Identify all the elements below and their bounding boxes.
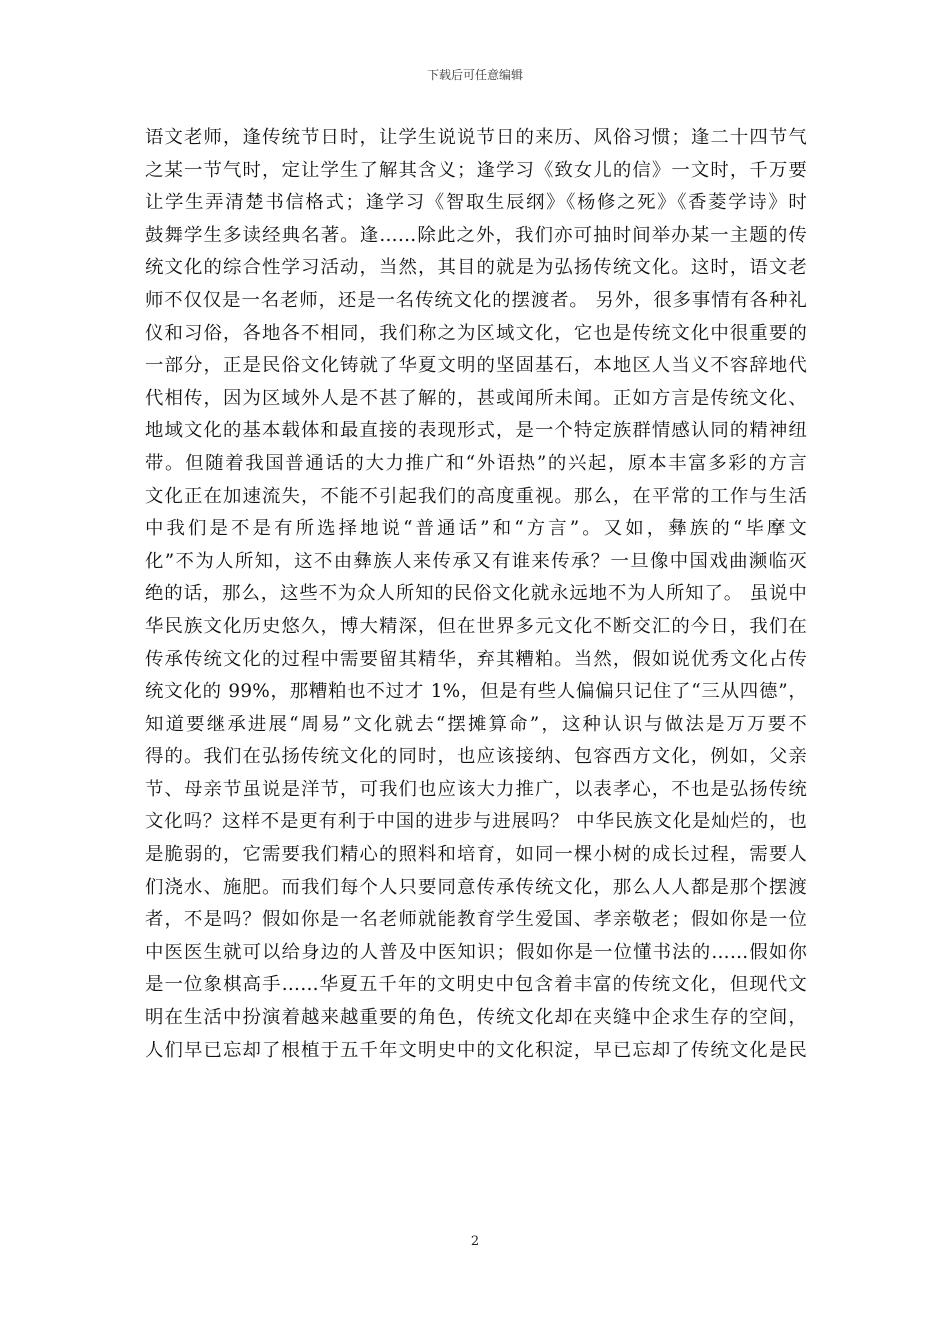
body-text: [145, 122, 807, 1067]
text-line: 让学生弄清楚书信格式；逢学习《智取生辰纲》《杨修之死》《香菱学诗》时: [145, 192, 807, 214]
text-line: 化”不为人所知，这不由彝族人来传承又有谁来传承？一旦像中国戏曲濒临灭: [145, 550, 807, 572]
text-line: 师不仅仅是一名老师，还是一名传统文化的摆渡者。 另外，很多事情有各种礼: [145, 289, 807, 311]
page-number: 2: [470, 1234, 480, 1249]
text-line: 一部分，正是民俗文化铸就了华夏文明的坚固基石，本地区人当义不容辞地代: [145, 355, 807, 377]
text-line: 传承传统文化的过程中需要留其精华，弃其糟粕。当然，假如说优秀文化占传: [145, 648, 807, 670]
text-line: 统文化的综合性学习活动，当然，其目的就是为弘扬传统文化。这时，语文老: [145, 257, 807, 279]
text-line: 文化吗？这样不是更有利于中国的进步与进展吗？ 中华民族文化是灿烂的，也: [145, 811, 807, 833]
text-line: 仪和习俗，各地各不相同，我们称之为区域文化，它也是传统文化中很重要的: [145, 322, 807, 344]
text-line: 中我们是不是有所选择地说“普通话”和“方言”。又如，彝族的“毕摩文: [145, 518, 807, 540]
text-line: 鼓舞学生多读经典名著。逢……除此之外，我们亦可抽时间举办某一主题的传: [145, 224, 807, 246]
text-line: 绝的话，那么，这些不为众人所知的民俗文化就永远地不为人所知了。 虽说中: [145, 583, 807, 605]
text-line: 中医医生就可以给身边的人普及中医知识；假如你是一位懂书法的……假如你: [145, 941, 807, 963]
text-line: 之某一节气时，定让学生了解其含义；逢学习《致女儿的信》一文时，千万要: [145, 159, 807, 181]
text-line: 得的。我们在弘扬传统文化的同时，也应该接纳、包容西方文化，例如，父亲: [145, 746, 807, 768]
text-line: 节、母亲节虽说是洋节，可我们也应该大力推广，以表孝心，不也是弘扬传统: [145, 778, 807, 800]
text-line: 文化正在加速流失，不能不引起我们的高度重视。那么，在平常的工作与生活: [145, 485, 807, 507]
page-header: 下载后可任意编辑: [426, 68, 523, 82]
text-line: 明在生活中扮演着越来越重要的角色，传统文化却在夹缝中企求生存的空间，: [145, 1007, 807, 1029]
text-line: 华民族文化历史悠久，博大精深，但在世界多元文化不断交汇的今日，我们在: [145, 615, 807, 637]
text-line: 是脆弱的，它需要我们精心的照料和培育，如同一棵小树的成长过程，需要人: [145, 844, 807, 866]
text-line: 统文化的 99%，那糟粕也不过才 1%，但是有些人偏偏只记住了“三从四德”，: [145, 681, 807, 703]
text-line: 们浇水、施肥。而我们每个人只要同意传承传统文化，那么人人都是那个摆渡: [145, 876, 807, 898]
text-line: 知道要继承进展“周易”文化就去“摆摊算命”，这种认识与做法是万万要不: [145, 713, 807, 735]
text-line: 地域文化的基本载体和最直接的表现形式，是一个特定族群情感认同的精神纽: [145, 420, 807, 442]
text-line: 人们早已忘却了根植于五千年文明史中的文化积淀，早已忘却了传统文化是民: [145, 1039, 807, 1061]
text-line: 代相传，因为区域外人是不甚了解的，甚或闻所未闻。正如方言是传统文化、: [145, 387, 807, 409]
text-line: 语文老师，逢传统节日时，让学生说说节日的来历、风俗习惯；逢二十四节气: [145, 127, 807, 148]
text-line: 者，不是吗？假如你是一名老师就能教育学生爱国、孝亲敬老；假如你是一位: [145, 909, 807, 931]
text-line: 是一位象棋高手……华夏五千年的文明史中包含着丰富的传统文化，但现代文: [145, 974, 807, 996]
text-line: 带。但随着我国普通话的大力推广和“外语热”的兴起，原本丰富多彩的方言: [145, 452, 807, 474]
